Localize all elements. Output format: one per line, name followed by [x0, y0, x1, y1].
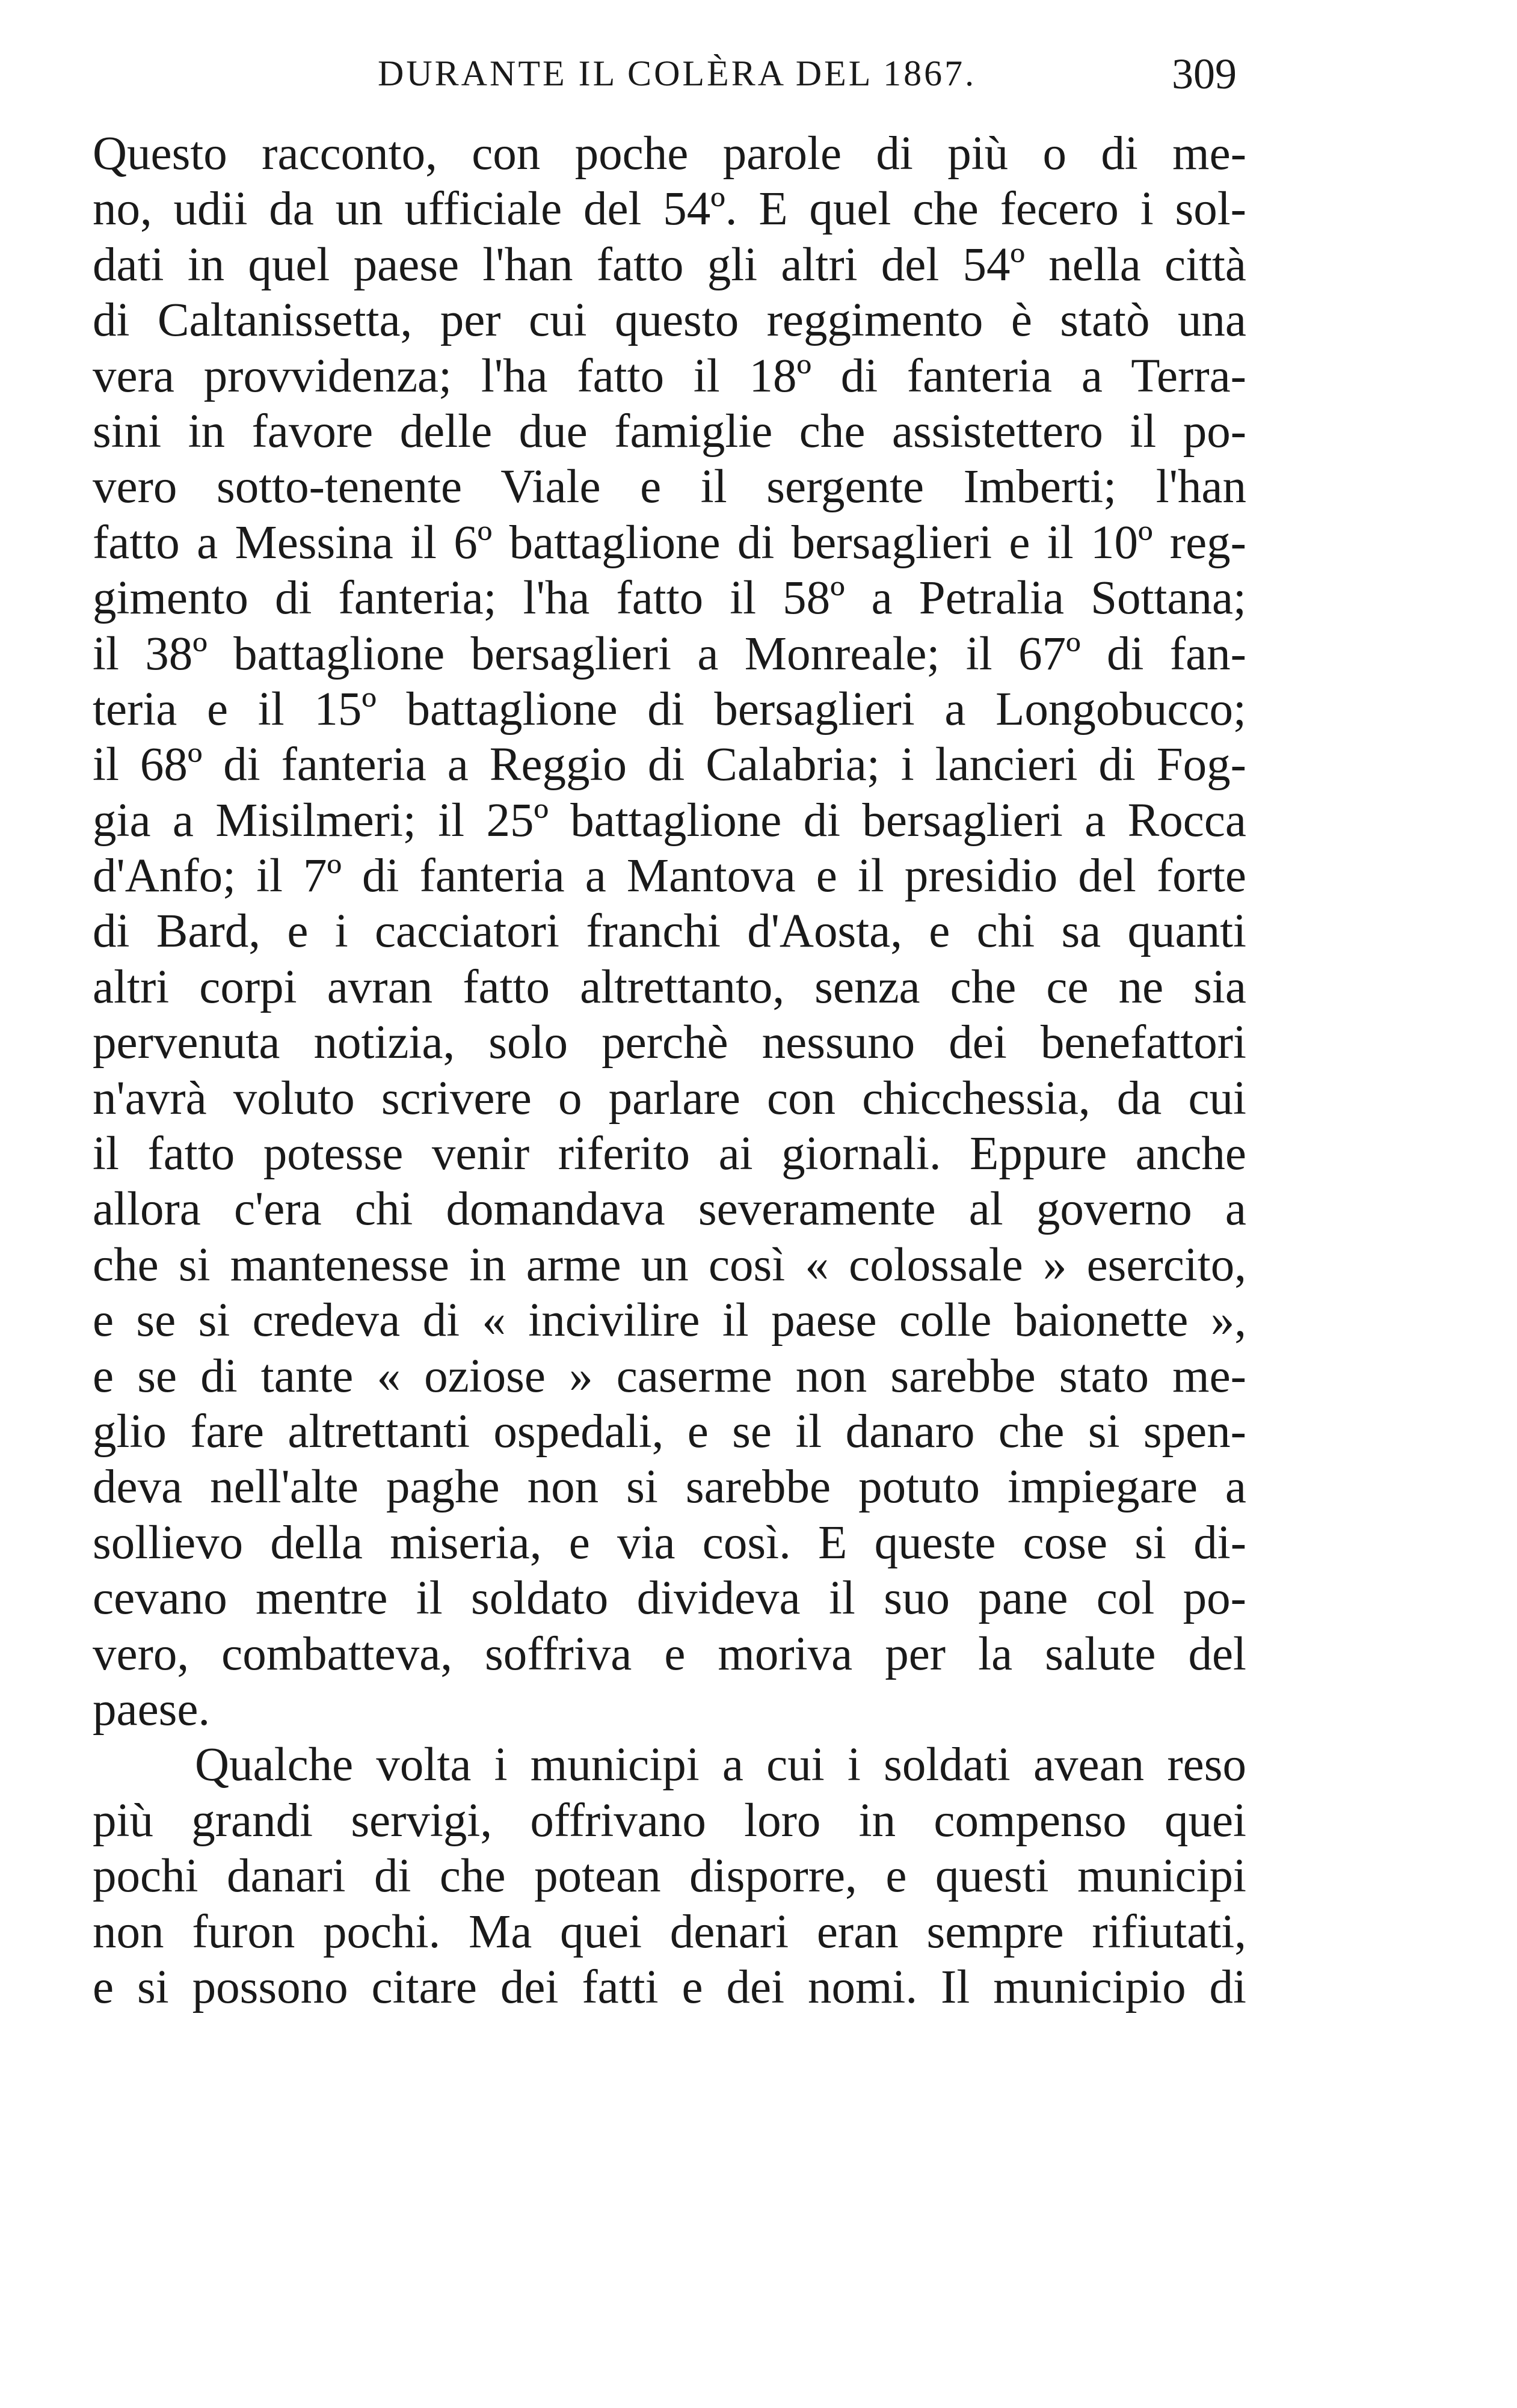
text-line: altri corpi avran fatto altrettanto, senza che ce ne sia	[93, 960, 1246, 1013]
text-line: il 38º battaglione bersaglieri a Monreale; il 67º di fan-	[93, 627, 1246, 680]
text-line: vero sotto-tenente Viale e il sergente Imberti; l'han	[93, 461, 1246, 514]
text-line: più grandi servigi, offrivano loro in compenso quei	[93, 1794, 1246, 1847]
text-line: di Caltanissetta, per cui questo reggimento è statò una	[93, 294, 1246, 347]
text-line: non furon pochi. Ma quei denari eran sempre rifiutati,	[93, 1905, 1246, 1958]
text-line: vero, combatteva, soffriva e moriva per la salute del	[93, 1627, 1246, 1680]
text-line: il fatto potesse venir riferito ai giornali. Eppure anche	[93, 1128, 1246, 1181]
text-line: e se di tante « oziose » caserme non sarebbe stato me-	[93, 1350, 1246, 1402]
text-line: cevano mentre il soldato divideva il suo pane col po-	[93, 1572, 1246, 1625]
text-line: il 68º di fanteria a Reggio di Calabria; i lancieri di Fog-	[93, 739, 1246, 791]
text-line: sini in favore delle due famiglie che assistettero il po-	[93, 405, 1246, 458]
text-line: pochi danari di che potean disporre, e questi municipi	[93, 1850, 1246, 1903]
page-number: 309	[1172, 50, 1237, 98]
text-line: Questo racconto, con poche parole di più o di me-	[93, 127, 1246, 180]
text-line: glio fare altrettanti ospedali, e se il danaro che si spen-	[93, 1405, 1246, 1458]
text-line: di Bard, e i cacciatori franchi d'Aosta, e chi sa quanti	[93, 905, 1246, 958]
text-line: gimento di fanteria; l'ha fatto il 58º a Petralia Sottana;	[93, 572, 1246, 625]
text-line: allora c'era chi domandava severamente al governo a	[93, 1183, 1246, 1236]
text-line: fatto a Messina il 6º battaglione di bersaglieri e il 10º reg-	[93, 516, 1246, 569]
text-line: pervenuta notizia, solo perchè nessuno dei benefattori	[93, 1016, 1246, 1069]
text-line: n'avrà voluto scrivere o parlare con chicchessia, da cui	[93, 1072, 1246, 1125]
text-line: Qualche volta i municipi a cui i soldati avean reso	[195, 1739, 1246, 1792]
text-line-paragraph-end: paese.	[93, 1683, 211, 1736]
text-line: e se si credeva di « incivilire il paese colle baionette »,	[93, 1294, 1246, 1347]
body-text	[93, 126, 1246, 2015]
text-line: no, udii da un ufficiale del 54º. E quel che fecero i sol-	[93, 183, 1246, 236]
text-line: d'Anfo; il 7º di fanteria a Mantova e il presidio del forte	[93, 850, 1246, 903]
text-line: vera provvidenza; l'ha fatto il 18º di fanteria a Terra-	[93, 349, 1246, 402]
text-line: gia a Misilmeri; il 25º battaglione di bersaglieri a Rocca	[93, 794, 1246, 847]
text-line: sollievo della miseria, e via così. E queste cose si di-	[93, 1516, 1246, 1569]
text-line: teria e il 15º battaglione di bersaglieri a Longobucco;	[93, 683, 1246, 736]
text-line: che si mantenesse in arme un così « colossale » esercito,	[93, 1238, 1246, 1291]
running-head: DURANTE IL COLÈRA DEL 1867.	[378, 54, 977, 93]
text-line: dati in quel paese l'han fatto gli altri del 54º nella città	[93, 238, 1246, 291]
text-line: e si possono citare dei fatti e dei nomi. Il municipio di	[93, 1961, 1246, 2013]
text-line: deva nell'alte paghe non si sarebbe potuto impiegare a	[93, 1461, 1246, 1514]
